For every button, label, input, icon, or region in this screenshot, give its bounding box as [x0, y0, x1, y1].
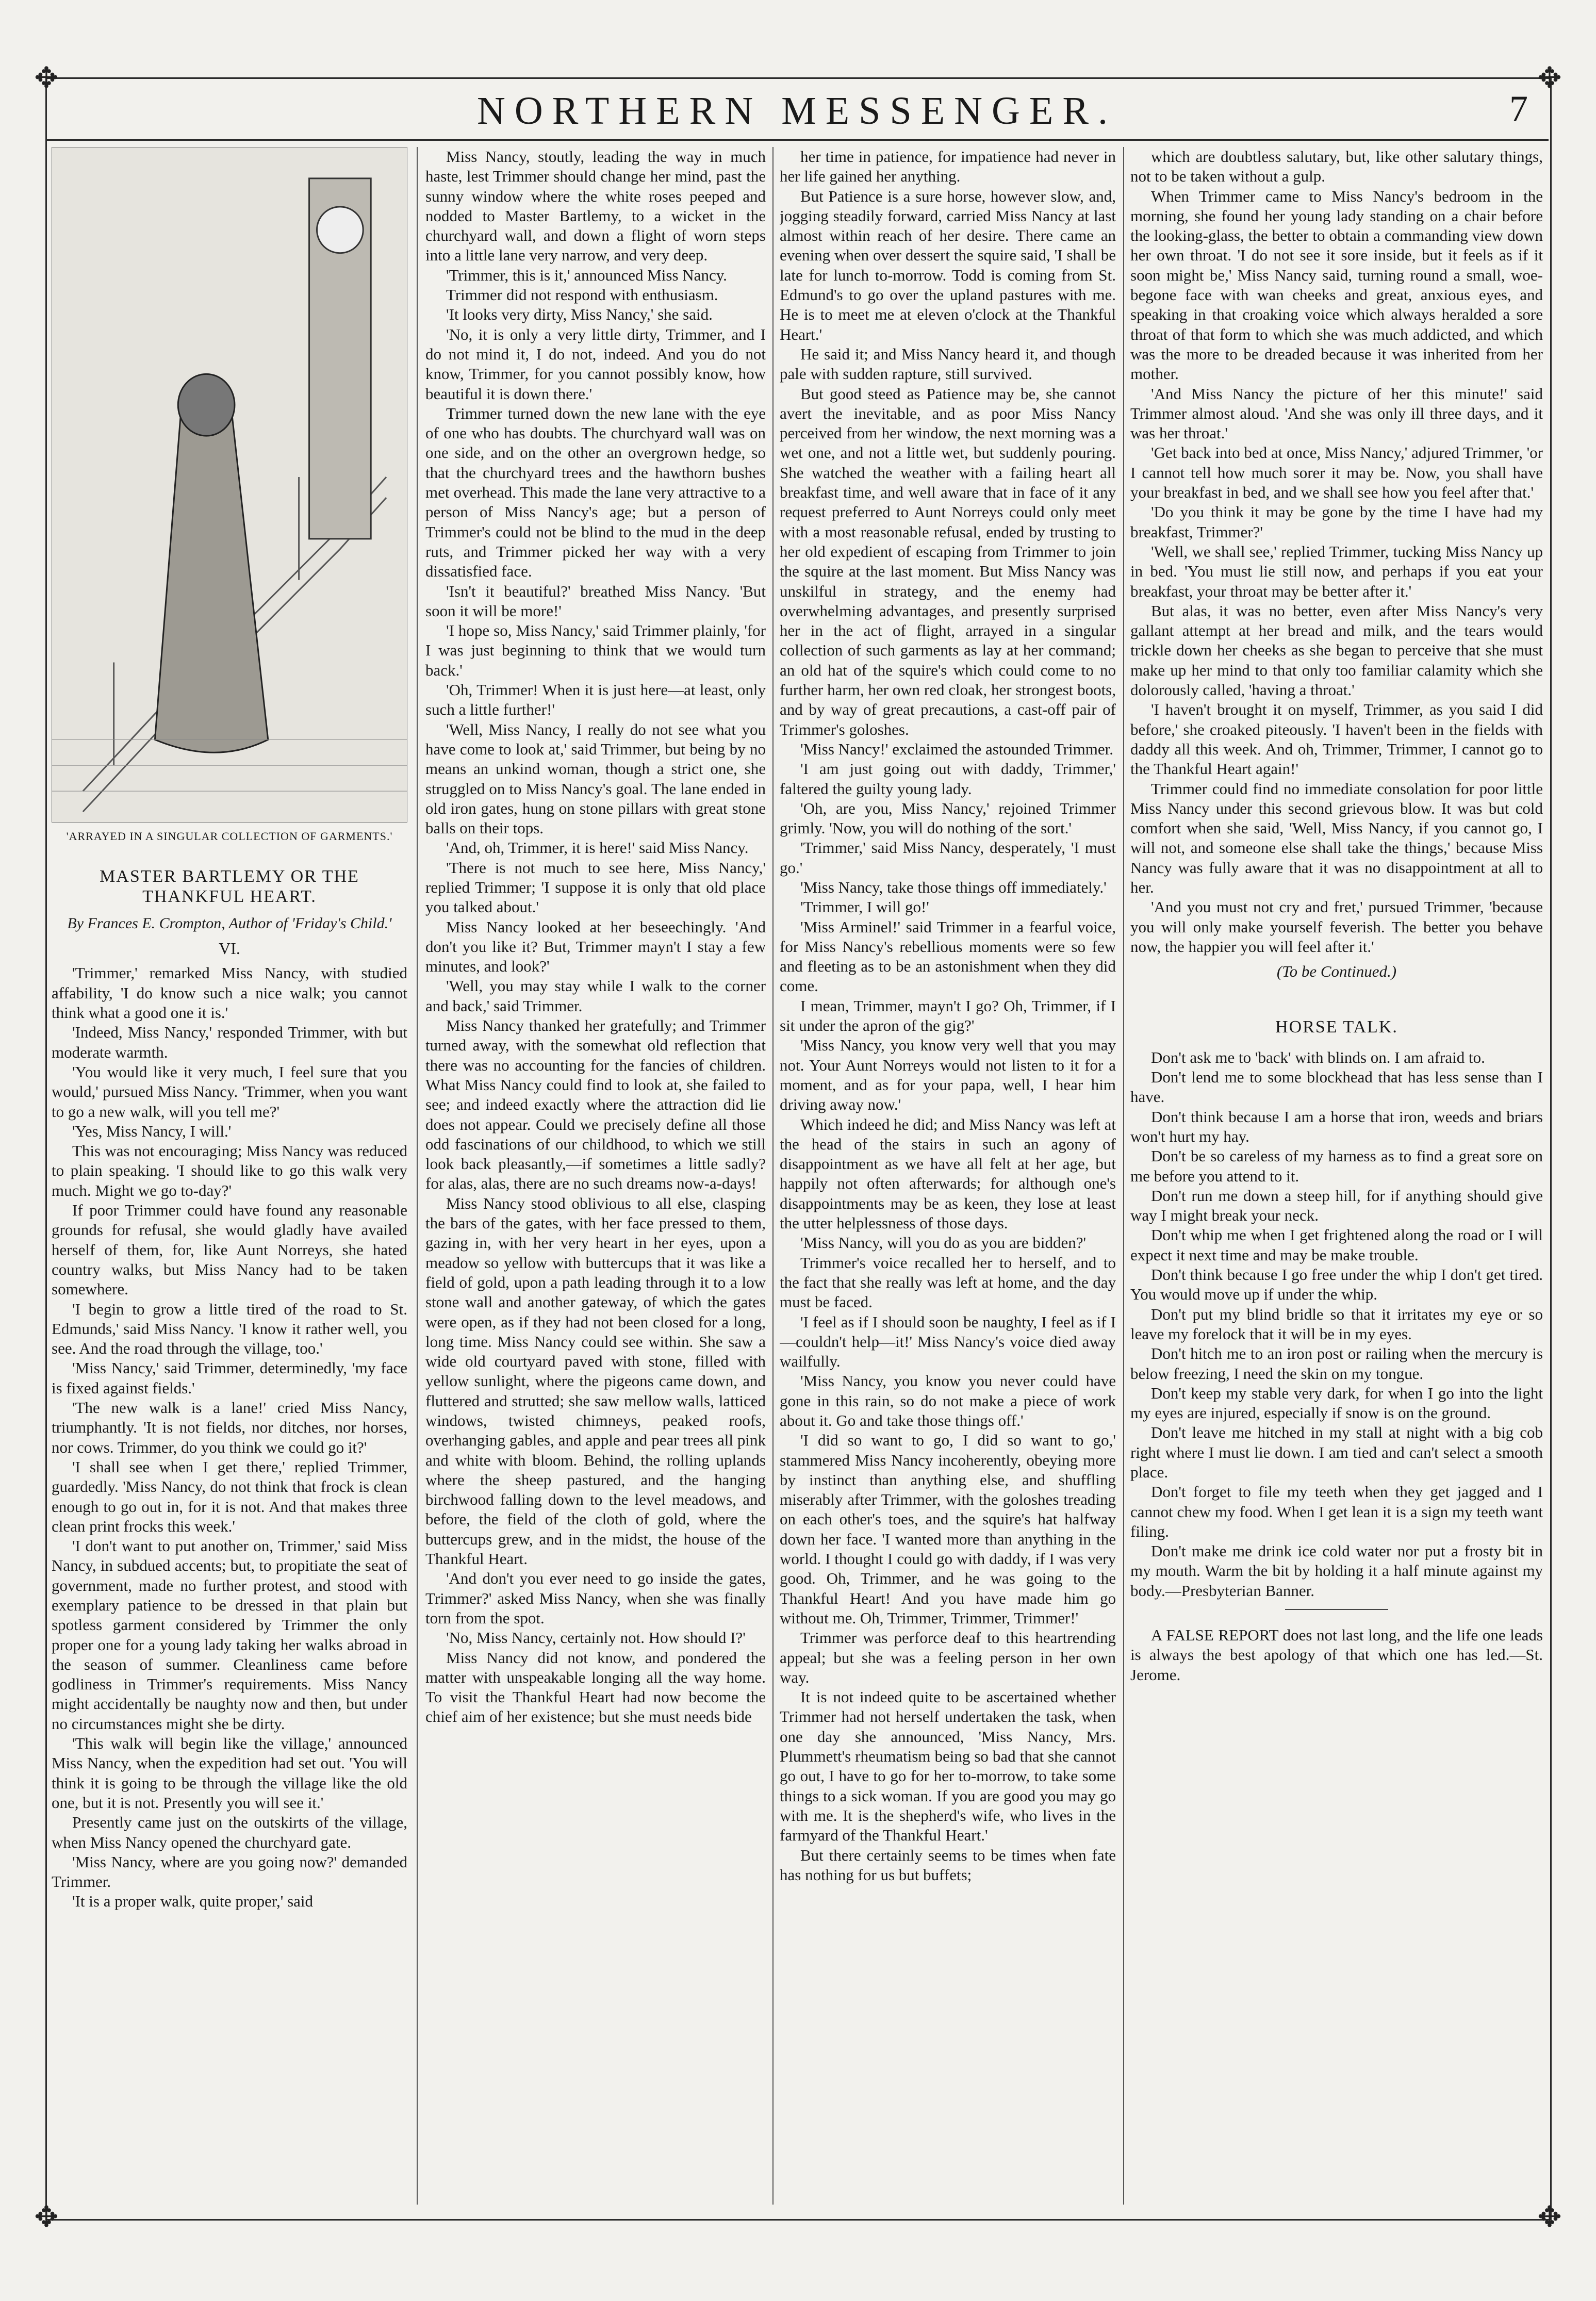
story-text-col4: [1130, 147, 1543, 957]
chapter-number: VI.: [219, 939, 240, 958]
story-text-col3: [780, 147, 1116, 1885]
paragraph: Don't forget to file my teeth when they get jagged and I cannot chew my food. When I get lean it is a sign my teeth want filing.: [1130, 1483, 1543, 1540]
paragraph: Don't whip me when I get frightened along the road or I will expect it next time and may be make trouble.: [1130, 1226, 1543, 1264]
paragraph: 'Miss Nancy,' said Trimmer, determinedly, 'my face is fixed against fields.': [52, 1359, 407, 1397]
paragraph: If poor Trimmer could have found any reasonable grounds for refusal, she would gladly have availed herself of them, for, like Aunt Norreys, she hated country walks, but Miss Nancy had to be taken somewhere.: [52, 1201, 407, 1299]
paragraph: When Trimmer came to Miss Nancy's bedroom in the morning, she found her young lady standing on a chair before the looking-glass, the better to obtain a commanding view down her own throat. 'I do not see it sore inside, but it feels as if it soon might be,' Miss Nancy said, turning round a small, woe-begone face with wan cheeks and great, anxious eyes, and speaking in that croaking voice which always heralded a sore throat of that form to which she was much addicted, and which was the more to be dreaded because it was inherited from her mother.: [1130, 187, 1543, 383]
paragraph: 'I hope so, Miss Nancy,' said Trimmer plainly, 'for I was just beginning to think that we would turn back.': [425, 621, 766, 679]
column-1: [52, 147, 407, 2205]
paragraph: 'I shall see when I get there,' replied Trimmer, guardedly. 'Miss Nancy, do not think that frock is clean enough to go out in, for it is not. And that makes three clean print frocks this week.': [52, 1457, 407, 1535]
paragraph: 'I don't want to put another on, Trimmer,' said Miss Nancy, in subdued accents; but, to propitiate the seat of government, made no further protest, and stood with exemplary patience to be dressed in that plain but spotless garment considered by Trimmer the only proper one for a young lady taking her walks abroad in the season of summer. Cleanliness came before godliness in Trimmer's requirements. Miss Nancy might accidentally be naughty now and then, but under no circumstances might she be dirty.: [52, 1537, 407, 1733]
paragraph: Don't think because I go free under the whip I don't get tired. You would move up if under the whip.: [1130, 1265, 1543, 1304]
paragraph: 'I feel as if I should soon be naughty, I feel as if I—couldn't help—it!' Miss Nancy's voice died away wailfully.: [780, 1312, 1116, 1371]
to-be-continued: (To be Continued.): [1276, 962, 1397, 981]
paragraph: Trimmer's voice recalled her to herself, and to the fact that she really was left at home, and the day must be faced.: [780, 1253, 1116, 1311]
paragraph: Don't make me drink ice cold water nor put a frosty bit in my mouth. Warm the bit by holding it a half minute against my body.—Presbyterian Banner.: [1130, 1542, 1543, 1600]
paragraph: Trimmer could find no immediate consolation for poor little Miss Nancy under this second grievous blow. It was but cold comfort when she said, 'Well, Miss Nancy, if you cannot go, I will not, and someone else shall take the things,' because Miss Nancy was fully aware that it was no disappointment at all to her.: [1130, 779, 1543, 896]
paragraph: 'Well, you may stay while I walk to the corner and back,' said Trimmer.: [425, 977, 766, 1015]
paragraph: 'Oh, Trimmer! When it is just here—at least, only such a little further!': [425, 681, 766, 719]
paragraph: Don't be so careless of my harness as to find a great sore on me before you attend to it.: [1130, 1147, 1543, 1185]
paragraph: 'Isn't it beautiful?' breathed Miss Nancy. 'But soon it will be more!': [425, 582, 766, 620]
paragraph: 'This walk will begin like the village,' announced Miss Nancy, when the expedition had set out. 'You will think it is going to be through the village like the old one, but it is not. Presently you will see it.': [52, 1734, 407, 1812]
paragraph: 'And you must not cry and fret,' pursued Trimmer, 'because you will only make yourself feverish. The better you behave now, the happier you will feel after it.': [1130, 898, 1543, 956]
paragraph: 'Do you think it may be gone by the time I have had my breakfast, Trimmer?': [1130, 503, 1543, 541]
paragraph: Don't leave me hitched in my stall at night with a big cob right where I must lie down. I am tied and can't select a smooth place.: [1130, 1423, 1543, 1481]
paragraph: He said it; and Miss Nancy heard it, and though pale with sudden rapture, still survived.: [780, 344, 1116, 383]
paragraph: 'Well, we shall see,' replied Trimmer, tucking Miss Nancy up in bed. 'You must lie still now, and perhaps if you eat your breakfast, your throat may be better after it.': [1130, 542, 1543, 600]
column-rule: [417, 147, 418, 2205]
corner-ornament-icon: ✥: [34, 61, 59, 95]
paragraph: Miss Nancy did not know, and pondered the matter with unspeakable longing all the way home. To visit the Thankful Heart had now become the chief aim of her existence; but she must needs bide: [425, 1648, 766, 1726]
paragraph: 'Trimmer, I will go!': [800, 898, 929, 916]
paragraph: Trimmer turned down the new lane with the eye of one who has doubts. The churchyard wall was on one side, and on the other an overgrown hedge, so that the churchyard trees and the hawthorn bushes met overhead. This made the lane very attractive to a person of Miss Nancy's age; but a person of Trimmer's could not be blind to the mud in the deep ruts, and Trimmer picked her way with a very dissatisfied face.: [425, 404, 766, 581]
corner-ornament-icon: ✥: [34, 2200, 59, 2234]
page-footer-edge: [45, 2228, 1549, 2259]
paragraph: 'Well, Miss Nancy, I really do not see what you have come to look at,' said Trimmer, but being by no means an unkind woman, though a strict one, she struggled on to Miss Nancy's goal. The lane ended in old iron gates, hung on stone pillars with great stone balls on their tops.: [425, 720, 766, 837]
closing-quote: A FALSE REPORT does not last long, and the life one leads is always the best apology of that which one has led.—St. Jerome.: [1130, 1626, 1543, 1684]
paragraph: 'And, oh, Trimmer, it is here!' said Miss Nancy.: [446, 839, 749, 857]
paragraph: 'No, it is only a very little dirty, Trimmer, and I do not mind it, I do not, indeed. And you do not know, Trimmer, for you cannot possibly know, how beautiful it is down there.': [425, 325, 766, 403]
paragraph: 'The new walk is a lane!' cried Miss Nancy, triumphantly. 'It is not fields, nor ditches, nor horses, nor cows. Trimmer, do you think we could go it?': [52, 1399, 407, 1456]
column-2: [425, 147, 766, 2205]
paragraph: 'Trimmer,' remarked Miss Nancy, with studied affability, 'I do know such a nice walk; you cannot think what a good one it is.': [52, 964, 407, 1022]
column-3: [780, 147, 1116, 2205]
paragraph: Trimmer did not respond with enthusiasm.: [446, 286, 718, 304]
paragraph: 'Get back into bed at once, Miss Nancy,' adjured Trimmer, 'or I cannot tell how much sorer it may be. Now, you shall have your breakfast in bed, and we shall see how you feel after that.': [1130, 443, 1543, 502]
paragraph: 'You would like it very much, I feel sure that you would,' pursued Miss Nancy. 'Trimmer, when you want to go a new walk, will you tell me?': [52, 1062, 407, 1121]
paragraph: Miss Nancy looked at her beseechingly. 'And don't you like it? But, Trimmer mayn't I stay a few minutes, and look?': [425, 917, 766, 976]
paragraph: 'It looks very dirty, Miss Nancy,' she said.: [446, 305, 713, 324]
story-title: MASTER BARTLEMY OR THE THANKFUL HEART.: [100, 867, 359, 906]
paragraph: which are doubtless salutary, but, like other salutary things, not to be taken without a gulp.: [1130, 147, 1543, 186]
paragraph: Don't keep my stable very dark, for when I go into the light my eyes are injured, especially if snow is on the ground.: [1130, 1384, 1543, 1422]
horse-talk-title: HORSE TALK.: [1275, 1017, 1398, 1037]
corner-ornament-icon: ✥: [1537, 2200, 1562, 2234]
paragraph: But there certainly seems to be times when fate has nothing for us but buffets;: [780, 1846, 1116, 1884]
paragraph: 'Miss Nancy, will you do as you are bidden?': [800, 1234, 1087, 1252]
paragraph: 'Miss Nancy, take those things off immediately.': [800, 878, 1107, 896]
paragraph: Don't lend me to some blockhead that has less sense than I have.: [1130, 1068, 1543, 1106]
paragraph: Don't run me down a steep hill, for if anything should give way I might break your neck.: [1130, 1186, 1543, 1225]
illustration: [52, 147, 407, 823]
corner-ornament-icon: ✥: [1537, 61, 1562, 95]
paragraph: I mean, Trimmer, mayn't I go? Oh, Trimmer, if I sit under the apron of the gig?': [780, 996, 1116, 1035]
column-rule: [1123, 147, 1124, 2205]
paragraph: 'Miss Nancy, you know you never could have gone in this rain, so do not make a piece of work about it. Go and take those things off.': [780, 1372, 1116, 1429]
paragraph: 'Miss Nancy, where are you going now?' demanded Trimmer.: [52, 1852, 407, 1891]
newspaper-title: NORTHERN MESSENGER.: [476, 89, 1117, 133]
paragraph: But Patience is a sure horse, however slow, and, jogging steadily forward, carried Miss Nancy at last almost within reach of her desire. There came an evening when over dessert the squire said, 'I shall be late for lunch to-morrow. Todd is coming from St. Edmund's to go over the upland pastures with me. He is to meet me at eleven o'clock at the Thankful Heart.': [780, 187, 1116, 343]
story-byline: By Frances E. Crompton, Author of 'Friday's Child.': [67, 914, 392, 932]
paragraph: 'Miss Arminel!' said Trimmer in a fearful voice, for Miss Nancy's rebellious moments were so few and fleeting as to be an astonishment when they did come.: [780, 917, 1116, 995]
page-number: 7: [1509, 88, 1528, 129]
section-divider: [1285, 1609, 1388, 1610]
paragraph: Trimmer was perforce deaf to this heartrending appeal; but she was a feeling person in her own way.: [780, 1629, 1116, 1686]
paragraph: 'Oh, are you, Miss Nancy,' rejoined Trimmer grimly. 'Now, you will do nothing of the sort.': [780, 799, 1116, 837]
column-4: [1130, 147, 1543, 2205]
paragraph: 'No, Miss Nancy, certainly not. How should I?': [446, 1629, 746, 1647]
paragraph: 'There is not much to see here, Miss Nancy,' replied Trimmer; 'I suppose it is only that old place you talked about.': [425, 858, 766, 916]
paragraph: 'Indeed, Miss Nancy,' responded Trimmer, with but moderate warmth.: [52, 1023, 407, 1061]
paragraph: 'I did so want to go, I did so want to go,' stammered Miss Nancy incoherently, obeying more by instinct than anything else, and shuffling miserably after Trimmer, with the goloshes treading on each other's toes, and the squire's hat halfway down her face. 'I wanted more than anything in the world. I thought I could go with daddy, if I was very good. Oh, Trimmer, and he was going to the Thankful Heart! And you have made him go without me. Oh, Trimmer, Trimmer, Trimmer!': [780, 1431, 1116, 1627]
paragraph: Don't hitch me to an iron post or railing when the mercury is below freezing, I need the skin on my tongue.: [1130, 1344, 1543, 1383]
paragraph: 'I haven't brought it on myself, Trimmer, as you said I did before,' she croaked piteously. 'I haven't been in the fields with daddy all this week. And oh, Trimmer, Trimmer, I cannot go to the Thankful Heart again!': [1130, 700, 1543, 778]
story-text-col2: [425, 147, 766, 1727]
paragraph: her time in patience, for impatience had never in her life gained her anything.: [780, 147, 1116, 186]
paragraph: 'Trimmer, this is it,' announced Miss Nancy.: [446, 266, 727, 284]
paragraph: Miss Nancy, stoutly, leading the way in much haste, lest Trimmer should change her mind, past the sunny window where the white roses peeped and nodded to Master Bartlemy, to a wicket in the churchyard wall, and down a flight of worn steps into a little lane very narrow, and very deep.: [425, 147, 766, 265]
paragraph: This was not encouraging; Miss Nancy was reduced to plain speaking. 'I should like to go this walk very much. Might we go to-day?': [52, 1142, 407, 1199]
paragraph: Don't put my blind bridle so that it irritates my eye or so leave my forelock that it will be in my eyes.: [1130, 1305, 1543, 1343]
paragraph: Miss Nancy stood oblivious to all else, clasping the bars of the gates, with her face pressed to them, gazing in, with her very heart in her eyes, upon a meadow so yellow with buttercups that it was like a field of gold, upon a path leading through it to a low stone wall and another gateway, of which the gates were open, as if they had not been closed for a long, long time. Miss Nancy could see within. She saw a wide old courtyard paved with stone, filled with yellow sunlight, where the pigeons came down, and fluttered and strutted; she saw mellow walls, latticed windows, twisted chimneys, peaked roofs, overhanging gables, and apple and pear trees all pink and white with bloom. Behind, the rolling uplands where the sheep pastured, and the hanging birchwood falling down to the level meadows, and before, the field of the cloth of gold, where the buttercups grew, and in the midst, the house of the Thankful Heart.: [425, 1194, 766, 1568]
girl-on-stairs-illustration: [52, 147, 407, 822]
story-text-col1: [52, 963, 407, 1911]
illustration-caption: 'ARRAYED IN A SINGULAR COLLECTION OF GARMENTS.': [66, 830, 393, 843]
paragraph: 'And Miss Nancy the picture of her this minute!' said Trimmer almost aloud. 'And she was only ill three days, and it was her throat.': [1130, 384, 1543, 442]
paragraph: Don't think because I am a horse that iron, weeds and briars won't hurt my hay.: [1130, 1107, 1543, 1145]
paragraph: Don't ask me to 'back' with blinds on. I am afraid to.: [1151, 1048, 1485, 1066]
paragraph: 'Miss Nancy!' exclaimed the astounded Trimmer.: [800, 739, 1113, 758]
masthead: [45, 83, 1549, 141]
paragraph: 'It is a proper walk, quite proper,' said: [72, 1892, 314, 1911]
column-rule: [772, 147, 774, 2205]
paragraph: Presently came just on the outskirts of the village, when Miss Nancy opened the churchyard gate.: [52, 1813, 407, 1851]
paragraph: Miss Nancy thanked her gratefully; and Trimmer turned away, with the somewhat old reflection that there was no accounting for the fancies of children. What Miss Nancy could find to look at, she failed to see; and indeed exactly where the attraction did lie does not appear. Could we precisely define all those odd fascinations of our childhood, to which we still look back pleasantly,—if sometimes a little sadly? for alas, alas, there are no such dreams now-a-days!: [425, 1016, 766, 1193]
paragraph: It is not indeed quite to be ascertained whether Trimmer had not herself undertaken the task, when one day she announced, 'Miss Nancy, Mrs. Plummett's rheumatism being so bad that she cannot go out, I have to go for her to-morrow, to take some things to a sick woman. If you are good you may go with me. It is the shepherd's wife, who lives in the farmyard of the Thankful Heart.': [780, 1688, 1116, 1845]
paragraph: 'I am just going out with daddy, Trimmer,' faltered the guilty young lady.: [780, 760, 1116, 798]
paragraph: 'Miss Nancy, you know very well that you may not. Your Aunt Norreys would not listen to it for a moment, and as for your papa, well, I hear him driving away now.': [780, 1036, 1116, 1114]
horse-talk-text: [1130, 1048, 1543, 1601]
paragraph: 'And don't you ever need to go inside the gates, Trimmer?' asked Miss Nancy, when she was finally torn from the spot.: [425, 1569, 766, 1627]
paragraph: 'Trimmer,' said Miss Nancy, desperately, 'I must go.': [780, 839, 1116, 877]
paragraph: 'I begin to grow a little tired of the road to St. Edmunds,' said Miss Nancy. 'I know it rather well, you see. And the road through the village, too.': [52, 1300, 407, 1358]
paragraph: But alas, it was no better, even after Miss Nancy's very gallant attempt at her bread and milk, and the tears would trickle down her cheeks as she began to perceive that she must make up her mind to that only too familiar calamity which she dolorously called, 'having a throat.': [1130, 601, 1543, 699]
paragraph: Which indeed he did; and Miss Nancy was left at the head of the stairs in such an agony of disappointment as we have all felt at her age, but happily not often afterwards; for although one's disappointments may be as keen, they lose at least the utter helplessness of those days.: [780, 1115, 1116, 1232]
paragraph: 'Yes, Miss Nancy, I will.': [72, 1122, 232, 1140]
paragraph: But good steed as Patience may be, she cannot avert the inevitable, and as poor Miss Nancy perceived from her window, the next morning was a wet one, and not a little wet, but suddenly pouring. She watched the weather with a failing heart all breakfast time, and well aware that in face of it any request preferred to Aunt Norreys could only meet with a most reasonable refusal, ended by trusting to her old expedient of escaping from Trimmer to join the squire at the last moment. But Miss Nancy was unskilful in strategy, and the enemy had overwhelming advantages, and presently surprised her in the act of flight, arrayed in a singular collection of such garments as lay at her command; an old hat of the squire's which could come to no further harm, her own red cloak, her strongest boots, and by way of great precautions, a cast-off pair of Trimmer's goloshes.: [780, 384, 1116, 738]
